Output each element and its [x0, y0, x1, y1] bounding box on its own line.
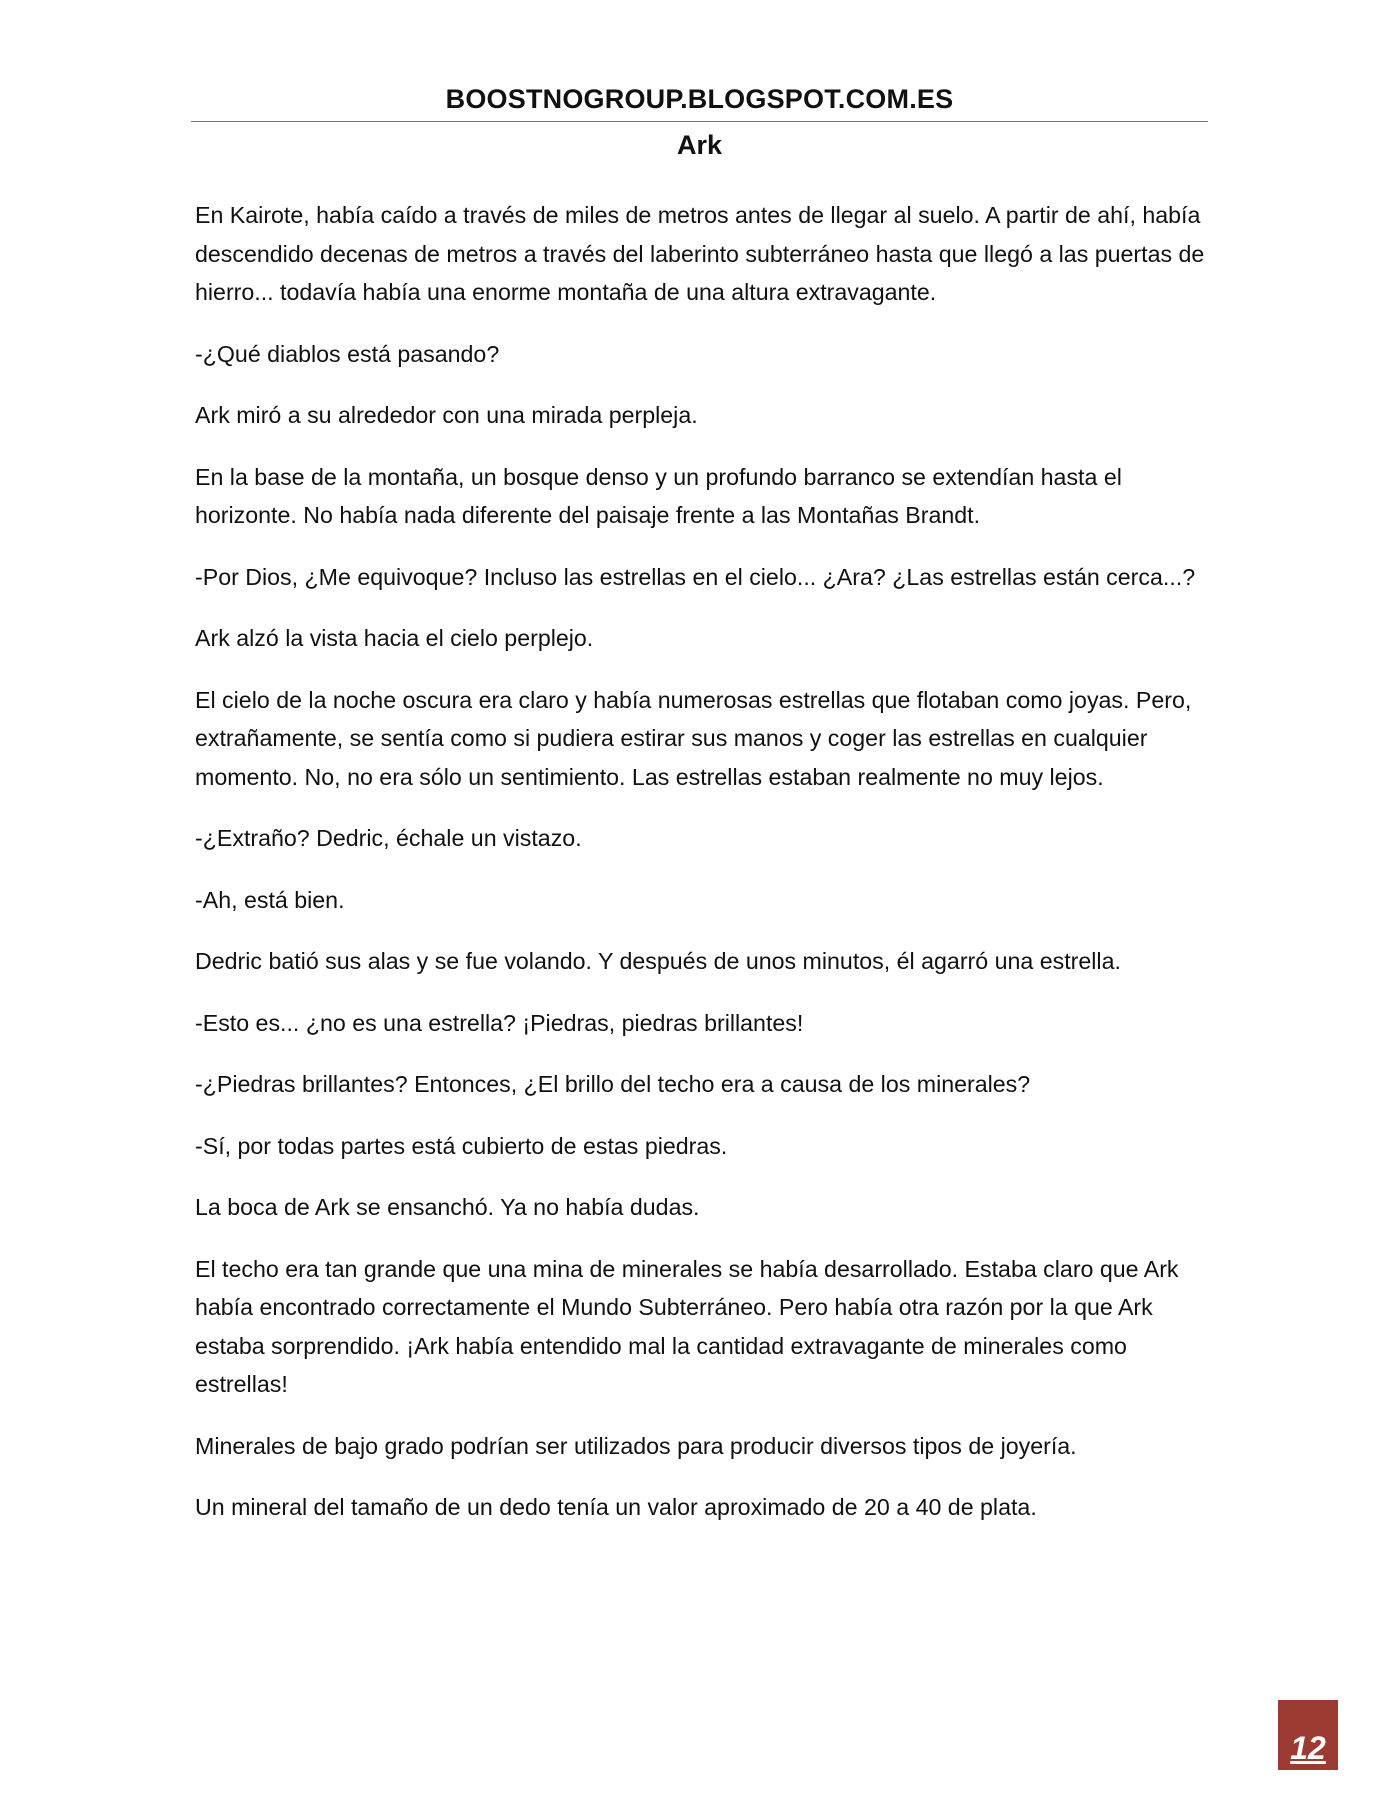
- chapter-title: Ark: [676, 130, 723, 160]
- paragraph: En la base de la montaña, un bosque denso y un profundo barranco se extendían hasta el horizonte. No había nada diferente del paisaje frente a las Montañas Brandt.: [195, 463, 1122, 528]
- paragraph: Dedric batió sus alas y se fue volando. Y después de unos minutos, él agarró una estrella.: [195, 948, 1121, 974]
- paragraph: Ark miró a su alrededor con una mirada perpleja.: [195, 402, 698, 428]
- paragraph: -¿Extraño? Dedric, échale un vistazo.: [195, 825, 582, 851]
- paragraph: Minerales de bajo grado podrían ser utilizados para producir diversos tipos de joyería.: [195, 1432, 1077, 1459]
- paragraph: Un mineral del tamaño de un dedo tenía un valor aproximado de 20 a 40 de plata.: [195, 1494, 1037, 1520]
- paragraph: -Por Dios, ¿Me equivoque? Incluso las estrellas en el cielo... ¿Ara? ¿Las estrellas están cerca...?: [195, 563, 1196, 590]
- body-text: [195, 196, 1215, 1550]
- page-number: 12: [1290, 1730, 1326, 1766]
- paragraph: -Esto es... ¿no es una estrella? ¡Piedras, piedras brillantes!: [195, 1009, 804, 1036]
- paragraph: La boca de Ark se ensanchó. Ya no había dudas.: [195, 1194, 700, 1220]
- paragraph: En Kairote, había caído a través de miles de metros antes de llegar al suelo. A partir de ahí, había descendido decenas de metros a través del laberinto subterráneo hasta que llegó a las puertas de hierro... todavía había una enorme montaña de una altura extravagante.: [195, 202, 1205, 305]
- paragraph: -Sí, por todas partes está cubierto de estas piedras.: [195, 1132, 728, 1159]
- paragraph: El techo era tan grande que una mina de minerales se había desarrollado. Estaba claro que Ark había encontrado correctamente el Mundo Subterráneo. Pero había otra razón por la que Ark estaba sorprendido. ¡Ark había entendido mal la cantidad extravagante de minerales como estrellas!: [195, 1255, 1179, 1397]
- paragraph: -¿Qué diablos está pasando?: [195, 340, 500, 367]
- header-divider: [191, 121, 1208, 122]
- paragraph: El cielo de la noche oscura era claro y había numerosas estrellas que flotaban como joyas. Pero, extrañamente, se sentía como si pudiera estirar sus manos y coger las estrellas en cualquier momento. No, no era sólo un sentimiento. Las estrellas estaban realmente no muy lejos.: [195, 686, 1192, 790]
- paragraph: -Ah, está bien.: [195, 886, 345, 913]
- page-number-badge: [1278, 1700, 1338, 1770]
- paragraph: Ark alzó la vista hacia el cielo perplejo.: [195, 625, 594, 651]
- site-header: BOOSTNOGROUP.BLOGSPOT.COM.ES: [445, 84, 954, 114]
- paragraph: -¿Piedras brillantes? Entonces, ¿El brillo del techo era a causa de los minerales?: [195, 1071, 1031, 1097]
